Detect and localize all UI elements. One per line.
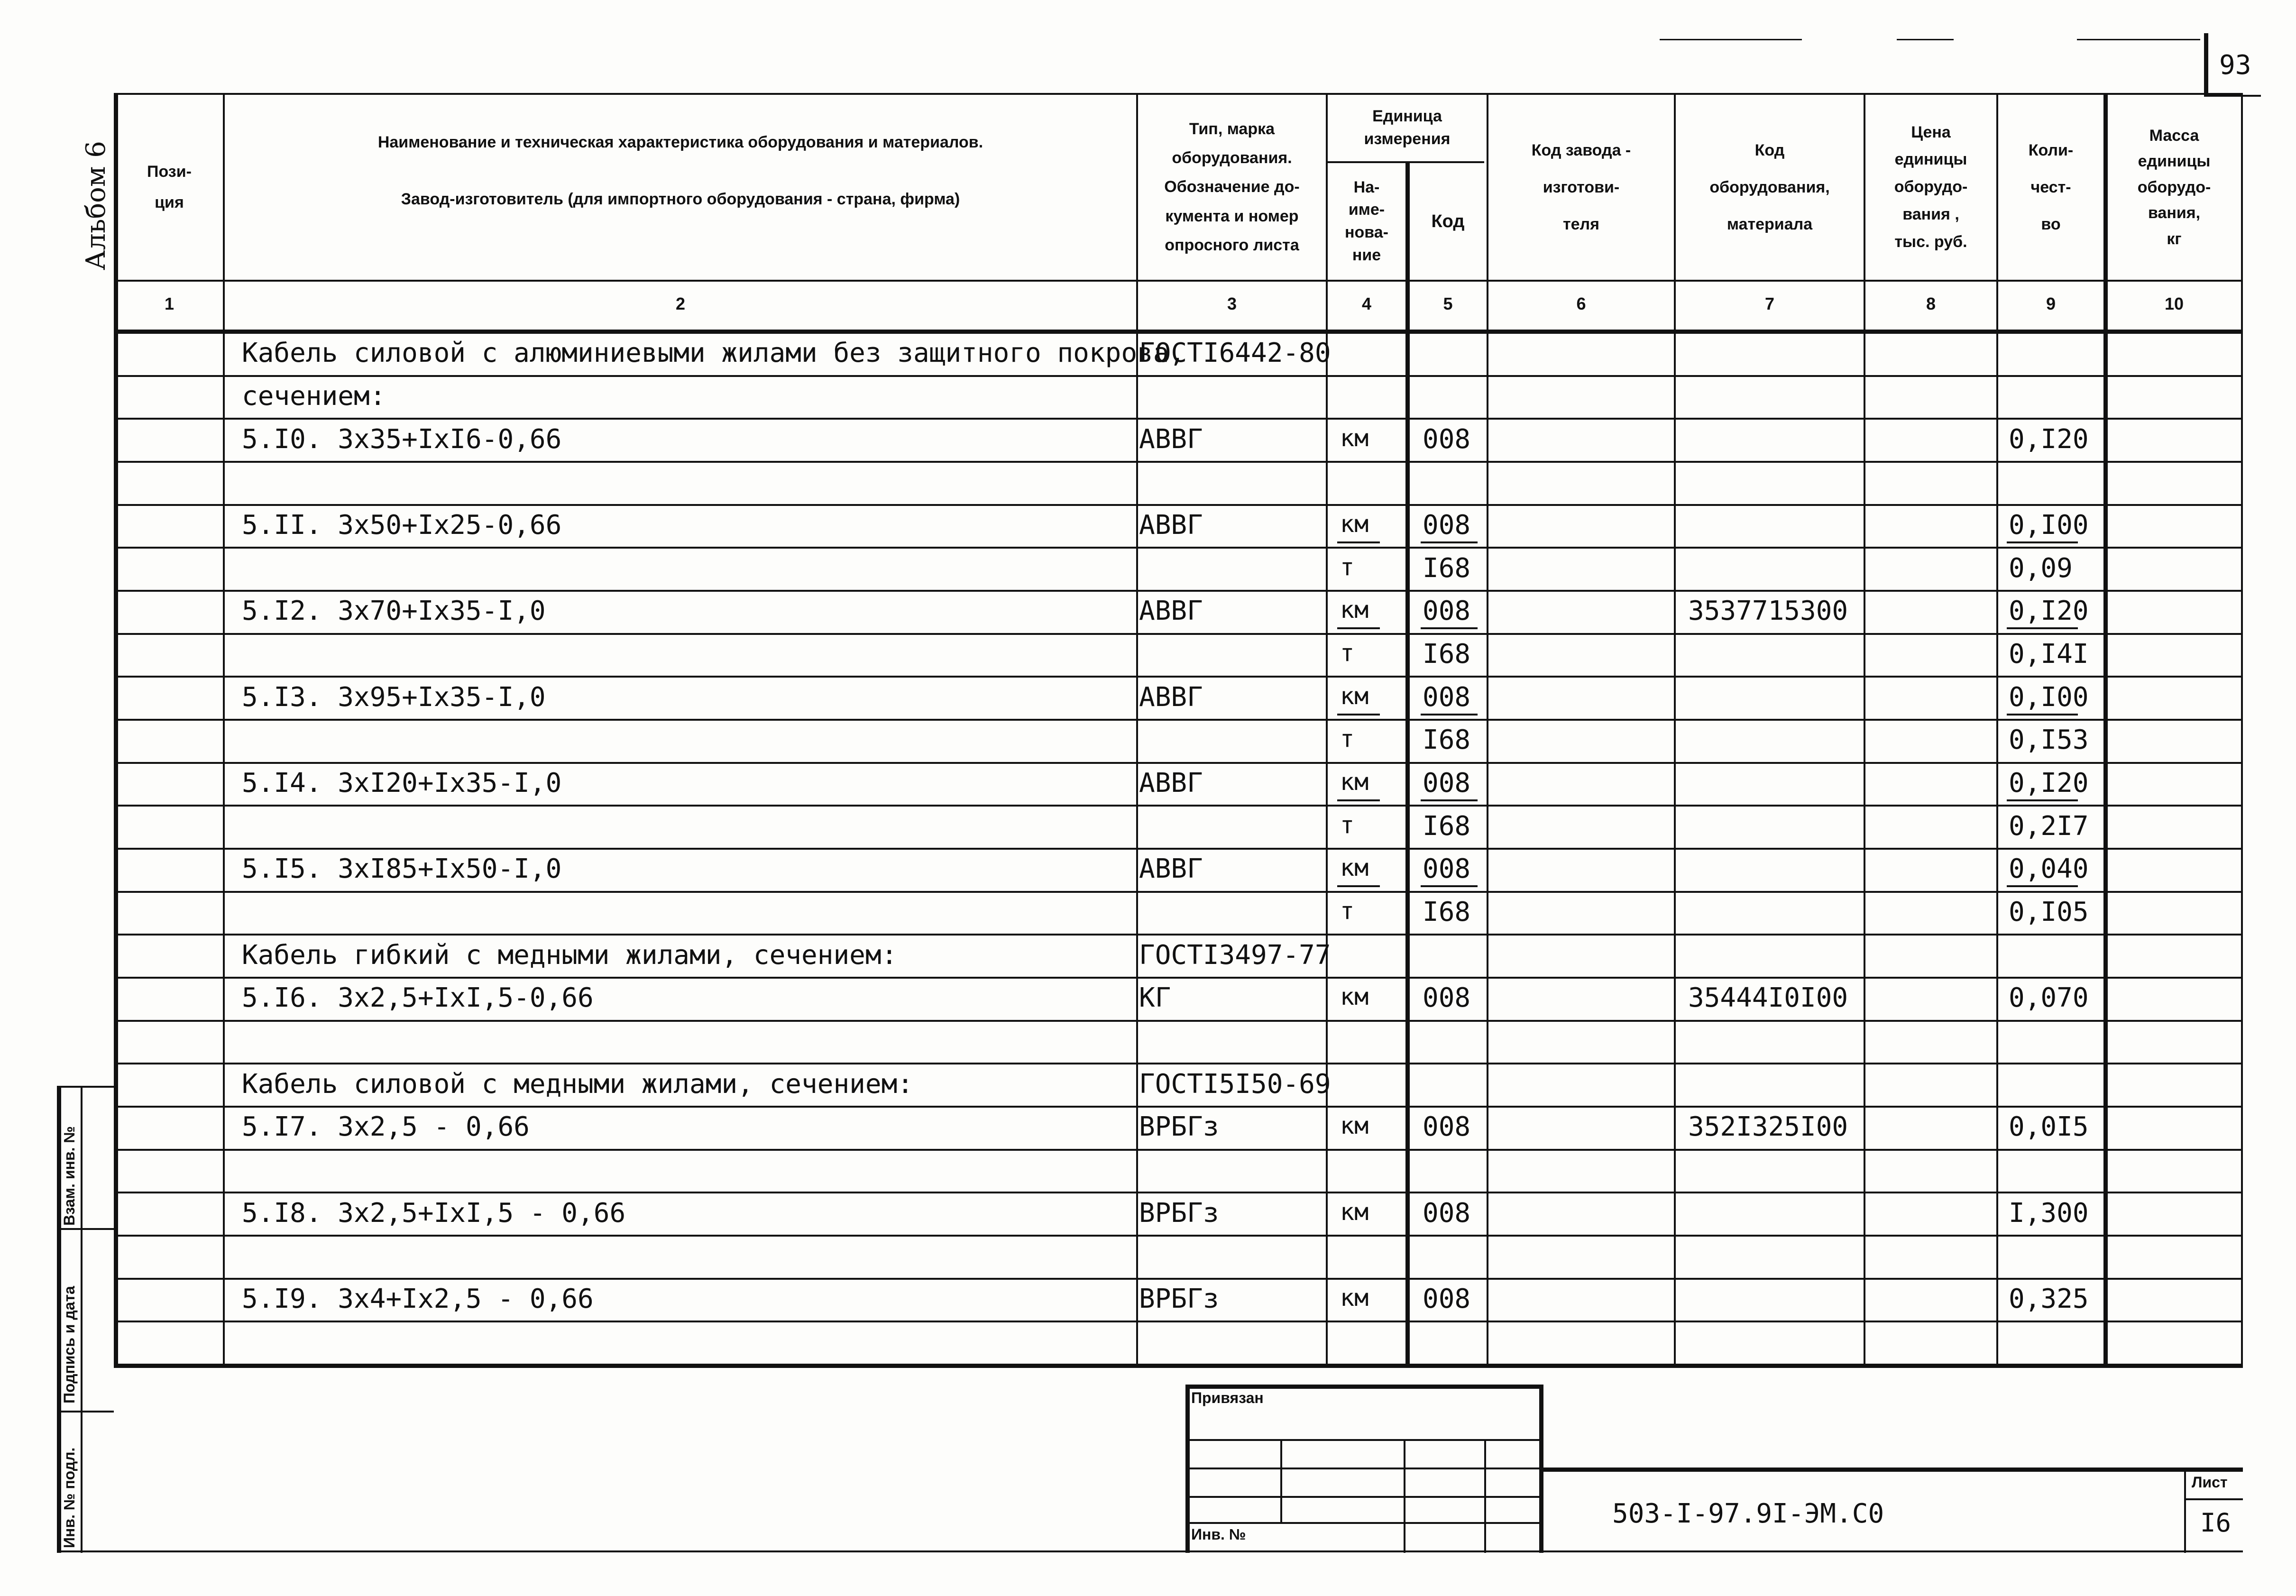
- item-name: 5.I0. 3х35+IхI6-0,66: [242, 424, 562, 455]
- underline-mark: [1337, 885, 1380, 887]
- item-name: 5.I8. 3х2,5+IхI,5 - 0,66: [242, 1198, 626, 1229]
- item-type: АВВГ: [1139, 596, 1203, 626]
- underline-mark: [2007, 714, 2078, 715]
- underline-mark: [2007, 541, 2078, 543]
- col-num-8: 8: [1926, 294, 1936, 313]
- row-divider: [116, 375, 2241, 377]
- row-divider: [116, 977, 2241, 979]
- item-type: ГОСТI5I50-69: [1139, 1069, 1331, 1100]
- item-quantity: 0,I4I: [2009, 639, 2089, 670]
- row-divider: [116, 590, 2241, 592]
- row-divider: [116, 848, 2241, 850]
- underline-mark: [1337, 799, 1380, 801]
- sheet-label: Лист: [2192, 1474, 2228, 1491]
- item-unit: т: [1340, 811, 1355, 839]
- item-name: Кабель силовой с алюминиевыми жилами без защитного покрова,: [242, 338, 1185, 368]
- item-unit-code: I68: [1423, 811, 1471, 842]
- item-quantity: 0,I00: [2009, 510, 2089, 541]
- item-quantity: 0,I20: [2009, 596, 2089, 626]
- page-number: 93: [2219, 50, 2251, 81]
- document-code: 503-I-97.9I-ЭМ.С0: [1612, 1498, 1884, 1529]
- item-equipment-code: 3537715300: [1688, 596, 1848, 626]
- row-divider: [116, 676, 2241, 678]
- item-unit: км: [1340, 682, 1369, 710]
- item-type: ГОСТI3497-77: [1139, 940, 1331, 971]
- item-quantity: 0,325: [2009, 1284, 2089, 1314]
- item-name: 5.I7. 3х2,5 - 0,66: [242, 1111, 530, 1142]
- underline-mark: [1421, 627, 1478, 629]
- item-quantity: 0,0I5: [2009, 1111, 2089, 1142]
- item-unit: т: [1340, 897, 1355, 925]
- item-name: 5.I2. 3х70+Iх35-I,0: [242, 596, 546, 626]
- item-unit: т: [1340, 725, 1355, 752]
- item-unit-code: 008: [1423, 853, 1471, 884]
- album-label: Альбом 6: [81, 141, 111, 270]
- stamp-privyazan: Привязан: [1191, 1389, 1264, 1406]
- row-divider: [116, 547, 2241, 549]
- item-name: Кабель гибкий с медными жилами, сечением:: [242, 940, 898, 971]
- sheet-number: I6: [2200, 1508, 2232, 1538]
- underline-mark: [2007, 799, 2078, 801]
- col-header-price: Цена единицы оборудо- вания , тыс. руб.: [1894, 123, 1968, 251]
- item-unit-code: 008: [1423, 596, 1471, 626]
- underline-mark: [1337, 714, 1380, 715]
- item-unit-code: I68: [1423, 725, 1471, 755]
- row-divider: [116, 1278, 2241, 1280]
- row-divider: [116, 1149, 2241, 1151]
- item-quantity: I,300: [2009, 1198, 2089, 1229]
- item-type: АВВГ: [1139, 768, 1203, 798]
- col-num-5: 5: [1443, 294, 1453, 313]
- col-header-factory-code: Код завода - изготови- теля: [1531, 141, 1631, 234]
- item-type: ВРБГз: [1139, 1111, 1219, 1142]
- col-header-quantity: Коли- чест- во: [2028, 141, 2074, 234]
- row-divider: [116, 891, 2241, 893]
- row-divider: [116, 1106, 2241, 1108]
- col-header-name-line1: Наименование и техническая характеристика оборудования и материалов.: [377, 133, 983, 151]
- item-unit-code: 008: [1423, 982, 1471, 1013]
- item-unit-code: 008: [1423, 1284, 1471, 1314]
- item-unit-code: I68: [1423, 553, 1471, 584]
- side-vzam: Взам. инв. №: [61, 1126, 78, 1226]
- item-quantity: 0,070: [2009, 982, 2089, 1013]
- item-unit: км: [1340, 596, 1369, 624]
- row-divider: [116, 633, 2241, 635]
- col-header-name-line2: Завод-изготовитель (для импортного оборудования - страна, фирма): [401, 190, 960, 208]
- col-header-unit-name: На- име- нова- ние: [1345, 178, 1388, 264]
- item-type: АВВГ: [1139, 853, 1203, 884]
- item-quantity: 0,I05: [2009, 897, 2089, 927]
- col-num-7: 7: [1764, 294, 1775, 313]
- col-num-1: 1: [164, 294, 174, 313]
- item-type: КГ: [1139, 982, 1171, 1013]
- item-name: 5.I6. 3х2,5+IхI,5-0,66: [242, 982, 594, 1013]
- item-type: АВВГ: [1139, 510, 1203, 541]
- item-quantity: 0,I53: [2009, 725, 2089, 755]
- item-name: 5.I5. 3хI85+Iх50-I,0: [242, 853, 562, 884]
- item-quantity: 0,2I7: [2009, 811, 2089, 842]
- row-divider: [116, 934, 2241, 936]
- col-header-mass: Масса единицы оборудо- вания, кг: [2137, 127, 2211, 248]
- item-quantity: 0,040: [2009, 853, 2089, 884]
- item-quantity: 0,09: [2009, 553, 2073, 584]
- item-unit: км: [1340, 1112, 1369, 1139]
- item-unit-code: 008: [1423, 1198, 1471, 1229]
- item-unit-code: I68: [1423, 639, 1471, 670]
- row-divider: [116, 1063, 2241, 1064]
- item-name: 5.I9. 3х4+Iх2,5 - 0,66: [242, 1284, 594, 1314]
- item-type: АВВГ: [1139, 682, 1203, 713]
- item-unit: т: [1340, 639, 1355, 667]
- underline-mark: [1337, 541, 1380, 543]
- row-divider: [116, 805, 2241, 807]
- underline-mark: [1421, 885, 1478, 887]
- col-header-equipment-code: Код оборудования, материала: [1709, 141, 1830, 234]
- col-num-4: 4: [1361, 294, 1372, 313]
- item-quantity: 0,I00: [2009, 682, 2089, 713]
- row-divider: [116, 504, 2241, 506]
- underline-mark: [2007, 627, 2078, 629]
- row-divider: [116, 719, 2241, 721]
- underline-mark: [1421, 799, 1478, 801]
- row-divider: [116, 1321, 2241, 1322]
- side-inv-podl: Инв. № подл.: [61, 1447, 78, 1548]
- col-num-10: 10: [2164, 294, 2184, 313]
- item-unit-code: 008: [1423, 682, 1471, 713]
- item-quantity: 0,I20: [2009, 424, 2089, 455]
- item-name: Кабель силовой с медными жилами, сечением:: [242, 1069, 914, 1100]
- row-divider: [116, 461, 2241, 463]
- item-unit-code: 008: [1423, 768, 1471, 798]
- underline-mark: [1421, 541, 1478, 543]
- row-divider: [116, 1020, 2241, 1022]
- item-unit-code: 008: [1423, 510, 1471, 541]
- col-num-2: 2: [675, 294, 686, 313]
- item-unit: км: [1340, 510, 1369, 538]
- col-num-6: 6: [1576, 294, 1586, 313]
- item-name: 5.I3. 3х95+Iх35-I,0: [242, 682, 546, 713]
- item-unit: км: [1340, 424, 1369, 452]
- item-unit: км: [1340, 854, 1369, 881]
- item-equipment-code: 35444I0I00: [1688, 982, 1848, 1013]
- side-podpis: Подпись и дата: [61, 1286, 78, 1403]
- col-header-unit-group: Единица измерения: [1364, 107, 1451, 148]
- item-equipment-code: 352I325I00: [1688, 1111, 1848, 1142]
- row-divider: [116, 762, 2241, 764]
- col-header-position: Пози- ция: [147, 163, 192, 211]
- underline-mark: [2007, 885, 2078, 887]
- item-unit-code: I68: [1423, 897, 1471, 927]
- item-type: АВВГ: [1139, 424, 1203, 455]
- underline-mark: [1337, 627, 1380, 629]
- item-name: сечением:: [242, 381, 386, 412]
- stamp-inv-no: Инв. №: [1191, 1526, 1246, 1543]
- item-unit: км: [1340, 983, 1369, 1010]
- underline-mark: [1421, 714, 1478, 715]
- row-divider: [116, 1235, 2241, 1237]
- item-unit: км: [1340, 1198, 1369, 1226]
- item-type: ВРБГз: [1139, 1284, 1219, 1314]
- row-divider: [116, 1192, 2241, 1193]
- item-name: 5.II. 3х50+Iх25-0,66: [242, 510, 562, 541]
- col-header-unit-code: Код: [1431, 211, 1465, 231]
- item-name: 5.I4. 3хI20+Iх35-I,0: [242, 768, 562, 798]
- col-num-9: 9: [2046, 294, 2056, 313]
- item-unit: км: [1340, 1284, 1369, 1312]
- row-divider: [116, 418, 2241, 420]
- col-header-type: Тип, марка оборудования. Обозначение до- кумента и номер опросного листа: [1164, 120, 1300, 254]
- item-type: ГОСТI6442-80: [1139, 338, 1331, 368]
- item-unit: км: [1340, 768, 1369, 796]
- item-unit: т: [1340, 553, 1355, 581]
- col-num-3: 3: [1227, 294, 1237, 313]
- item-unit-code: 008: [1423, 1111, 1471, 1142]
- item-type: ВРБГз: [1139, 1198, 1219, 1229]
- item-unit-code: 008: [1423, 424, 1471, 455]
- item-quantity: 0,I20: [2009, 768, 2089, 798]
